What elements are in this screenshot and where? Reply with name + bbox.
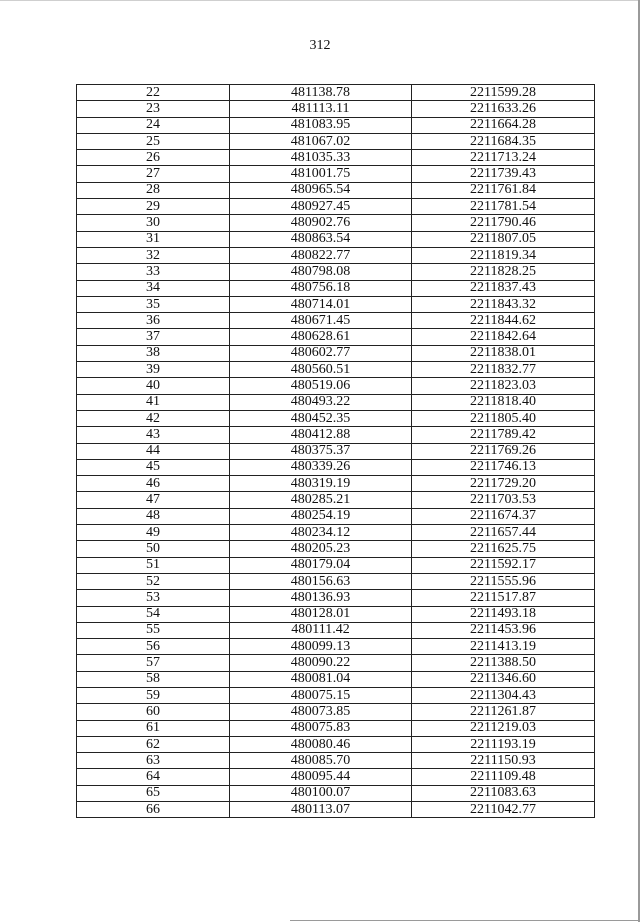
table-row — [77, 215, 595, 231]
x-coordinate-cell: 480965.54 — [230, 182, 412, 198]
point-number-cell: 42 — [77, 410, 230, 426]
point-number-cell: 64 — [77, 769, 230, 785]
table-row — [77, 410, 595, 426]
table-row — [77, 166, 595, 182]
table-row — [77, 296, 595, 312]
y-coordinate-cell: 2211789.42 — [412, 427, 595, 443]
y-coordinate-cell: 2211674.37 — [412, 508, 595, 524]
x-coordinate-cell: 480254.19 — [230, 508, 412, 524]
point-number-cell: 37 — [77, 329, 230, 345]
point-number-cell: 54 — [77, 606, 230, 622]
y-coordinate-cell: 2211625.75 — [412, 541, 595, 557]
point-number-cell: 32 — [77, 247, 230, 263]
y-coordinate-cell: 2211219.03 — [412, 720, 595, 736]
y-coordinate-cell: 2211083.63 — [412, 785, 595, 801]
y-coordinate-cell: 2211790.46 — [412, 215, 595, 231]
y-coordinate-cell: 2211150.93 — [412, 753, 595, 769]
x-coordinate-cell: 480075.83 — [230, 720, 412, 736]
scan-top-edge — [0, 0, 640, 1]
x-coordinate-cell: 480339.26 — [230, 459, 412, 475]
table-row — [77, 117, 595, 133]
x-coordinate-cell: 480156.63 — [230, 573, 412, 589]
y-coordinate-cell: 2211807.05 — [412, 231, 595, 247]
point-number-cell: 34 — [77, 280, 230, 296]
point-number-cell: 25 — [77, 133, 230, 149]
y-coordinate-cell: 2211729.20 — [412, 476, 595, 492]
point-number-cell: 61 — [77, 720, 230, 736]
point-number-cell: 27 — [77, 166, 230, 182]
y-coordinate-cell: 2211819.34 — [412, 247, 595, 263]
x-coordinate-cell: 480412.88 — [230, 427, 412, 443]
x-coordinate-cell: 480319.19 — [230, 476, 412, 492]
point-number-cell: 49 — [77, 525, 230, 541]
table-row — [77, 606, 595, 622]
point-number-cell: 22 — [77, 85, 230, 101]
x-coordinate-cell: 480111.42 — [230, 622, 412, 638]
table-row — [77, 362, 595, 378]
y-coordinate-cell: 2211193.19 — [412, 736, 595, 752]
point-number-cell: 53 — [77, 590, 230, 606]
y-coordinate-cell: 2211713.24 — [412, 150, 595, 166]
x-coordinate-cell: 480234.12 — [230, 525, 412, 541]
y-coordinate-cell: 2211517.87 — [412, 590, 595, 606]
point-number-cell: 56 — [77, 639, 230, 655]
x-coordinate-cell: 480080.46 — [230, 736, 412, 752]
table-row — [77, 133, 595, 149]
x-coordinate-cell: 480671.45 — [230, 313, 412, 329]
x-coordinate-cell: 481001.75 — [230, 166, 412, 182]
table-row — [77, 671, 595, 687]
y-coordinate-cell: 2211304.43 — [412, 687, 595, 703]
table-row — [77, 476, 595, 492]
point-number-cell: 50 — [77, 541, 230, 557]
y-coordinate-cell: 2211346.60 — [412, 671, 595, 687]
point-number-cell: 47 — [77, 492, 230, 508]
y-coordinate-cell: 2211684.35 — [412, 133, 595, 149]
y-coordinate-cell: 2211843.32 — [412, 296, 595, 312]
x-coordinate-cell: 481138.78 — [230, 85, 412, 101]
table-row — [77, 85, 595, 101]
table-row — [77, 639, 595, 655]
y-coordinate-cell: 2211599.28 — [412, 85, 595, 101]
y-coordinate-cell: 2211832.77 — [412, 362, 595, 378]
table-row — [77, 508, 595, 524]
point-number-cell: 60 — [77, 704, 230, 720]
table-row — [77, 492, 595, 508]
point-number-cell: 24 — [77, 117, 230, 133]
y-coordinate-cell: 2211805.40 — [412, 410, 595, 426]
y-coordinate-cell: 2211042.77 — [412, 802, 595, 818]
point-number-cell: 48 — [77, 508, 230, 524]
table-row — [77, 687, 595, 703]
point-number-cell: 63 — [77, 753, 230, 769]
point-number-cell: 66 — [77, 802, 230, 818]
page-number: 312 — [309, 38, 331, 53]
point-number-cell: 46 — [77, 476, 230, 492]
x-coordinate-cell: 481113.11 — [230, 101, 412, 117]
y-coordinate-cell: 2211109.48 — [412, 769, 595, 785]
y-coordinate-cell: 2211823.03 — [412, 378, 595, 394]
coordinates-table-body — [77, 85, 595, 818]
table-row — [77, 590, 595, 606]
x-coordinate-cell: 480602.77 — [230, 345, 412, 361]
x-coordinate-cell: 481083.95 — [230, 117, 412, 133]
y-coordinate-cell: 2211844.62 — [412, 313, 595, 329]
x-coordinate-cell: 480902.76 — [230, 215, 412, 231]
point-number-cell: 58 — [77, 671, 230, 687]
table-row — [77, 182, 595, 198]
x-coordinate-cell: 481067.02 — [230, 133, 412, 149]
table-row — [77, 802, 595, 818]
y-coordinate-cell: 2211746.13 — [412, 459, 595, 475]
y-coordinate-cell: 2211703.53 — [412, 492, 595, 508]
table-row — [77, 655, 595, 671]
point-number-cell: 40 — [77, 378, 230, 394]
table-row — [77, 622, 595, 638]
point-number-cell: 65 — [77, 785, 230, 801]
table-row — [77, 704, 595, 720]
x-coordinate-cell: 481035.33 — [230, 150, 412, 166]
point-number-cell: 35 — [77, 296, 230, 312]
point-number-cell: 57 — [77, 655, 230, 671]
y-coordinate-cell: 2211818.40 — [412, 394, 595, 410]
table-row — [77, 329, 595, 345]
y-coordinate-cell: 2211739.43 — [412, 166, 595, 182]
table-row — [77, 394, 595, 410]
x-coordinate-cell: 480798.08 — [230, 264, 412, 280]
point-number-cell: 52 — [77, 573, 230, 589]
point-number-cell: 36 — [77, 313, 230, 329]
point-number-cell: 30 — [77, 215, 230, 231]
point-number-cell: 51 — [77, 557, 230, 573]
point-number-cell: 38 — [77, 345, 230, 361]
y-coordinate-cell: 2211837.43 — [412, 280, 595, 296]
x-coordinate-cell: 480822.77 — [230, 247, 412, 263]
table-row — [77, 557, 595, 573]
x-coordinate-cell: 480519.06 — [230, 378, 412, 394]
table-row — [77, 443, 595, 459]
point-number-cell: 41 — [77, 394, 230, 410]
table-row — [77, 459, 595, 475]
point-number-cell: 26 — [77, 150, 230, 166]
point-number-cell: 45 — [77, 459, 230, 475]
x-coordinate-cell: 480863.54 — [230, 231, 412, 247]
y-coordinate-cell: 2211388.50 — [412, 655, 595, 671]
y-coordinate-cell: 2211761.84 — [412, 182, 595, 198]
point-number-cell: 29 — [77, 199, 230, 215]
y-coordinate-cell: 2211413.19 — [412, 639, 595, 655]
y-coordinate-cell: 2211828.25 — [412, 264, 595, 280]
x-coordinate-cell: 480090.22 — [230, 655, 412, 671]
x-coordinate-cell: 480714.01 — [230, 296, 412, 312]
x-coordinate-cell: 480128.01 — [230, 606, 412, 622]
y-coordinate-cell: 2211769.26 — [412, 443, 595, 459]
table-row — [77, 280, 595, 296]
x-coordinate-cell: 480081.04 — [230, 671, 412, 687]
x-coordinate-cell: 480285.21 — [230, 492, 412, 508]
x-coordinate-cell: 480179.04 — [230, 557, 412, 573]
y-coordinate-cell: 2211453.96 — [412, 622, 595, 638]
point-number-cell: 62 — [77, 736, 230, 752]
table-row — [77, 264, 595, 280]
point-number-cell: 44 — [77, 443, 230, 459]
point-number-cell: 28 — [77, 182, 230, 198]
table-row — [77, 378, 595, 394]
x-coordinate-cell: 480099.13 — [230, 639, 412, 655]
x-coordinate-cell: 480493.22 — [230, 394, 412, 410]
table-row — [77, 101, 595, 117]
x-coordinate-cell: 480113.07 — [230, 802, 412, 818]
point-number-cell: 55 — [77, 622, 230, 638]
x-coordinate-cell: 480136.93 — [230, 590, 412, 606]
x-coordinate-cell: 480075.15 — [230, 687, 412, 703]
table-row — [77, 753, 595, 769]
table-row — [77, 541, 595, 557]
table-row — [77, 313, 595, 329]
x-coordinate-cell: 480073.85 — [230, 704, 412, 720]
x-coordinate-cell: 480095.44 — [230, 769, 412, 785]
x-coordinate-cell: 480452.35 — [230, 410, 412, 426]
table-row — [77, 785, 595, 801]
x-coordinate-cell: 480756.18 — [230, 280, 412, 296]
table-row — [77, 720, 595, 736]
x-coordinate-cell: 480100.07 — [230, 785, 412, 801]
table-row — [77, 247, 595, 263]
point-number-cell: 43 — [77, 427, 230, 443]
y-coordinate-cell: 2211592.17 — [412, 557, 595, 573]
table-row — [77, 525, 595, 541]
y-coordinate-cell: 2211842.64 — [412, 329, 595, 345]
coordinates-table — [76, 84, 595, 818]
table-row — [77, 736, 595, 752]
x-coordinate-cell: 480375.37 — [230, 443, 412, 459]
y-coordinate-cell: 2211781.54 — [412, 199, 595, 215]
table-row — [77, 345, 595, 361]
x-coordinate-cell: 480628.61 — [230, 329, 412, 345]
x-coordinate-cell: 480205.23 — [230, 541, 412, 557]
scan-bottom-edge — [290, 920, 640, 921]
y-coordinate-cell: 2211657.44 — [412, 525, 595, 541]
table-row — [77, 150, 595, 166]
y-coordinate-cell: 2211261.87 — [412, 704, 595, 720]
x-coordinate-cell: 480560.51 — [230, 362, 412, 378]
x-coordinate-cell: 480085.70 — [230, 753, 412, 769]
point-number-cell: 39 — [77, 362, 230, 378]
table-row — [77, 769, 595, 785]
table-row — [77, 231, 595, 247]
y-coordinate-cell: 2211493.18 — [412, 606, 595, 622]
y-coordinate-cell: 2211664.28 — [412, 117, 595, 133]
table-row — [77, 427, 595, 443]
table-row — [77, 573, 595, 589]
point-number-cell: 31 — [77, 231, 230, 247]
point-number-cell: 33 — [77, 264, 230, 280]
point-number-cell: 23 — [77, 101, 230, 117]
y-coordinate-cell: 2211555.96 — [412, 573, 595, 589]
x-coordinate-cell: 480927.45 — [230, 199, 412, 215]
table-row — [77, 199, 595, 215]
point-number-cell: 59 — [77, 687, 230, 703]
y-coordinate-cell: 2211633.26 — [412, 101, 595, 117]
y-coordinate-cell: 2211838.01 — [412, 345, 595, 361]
